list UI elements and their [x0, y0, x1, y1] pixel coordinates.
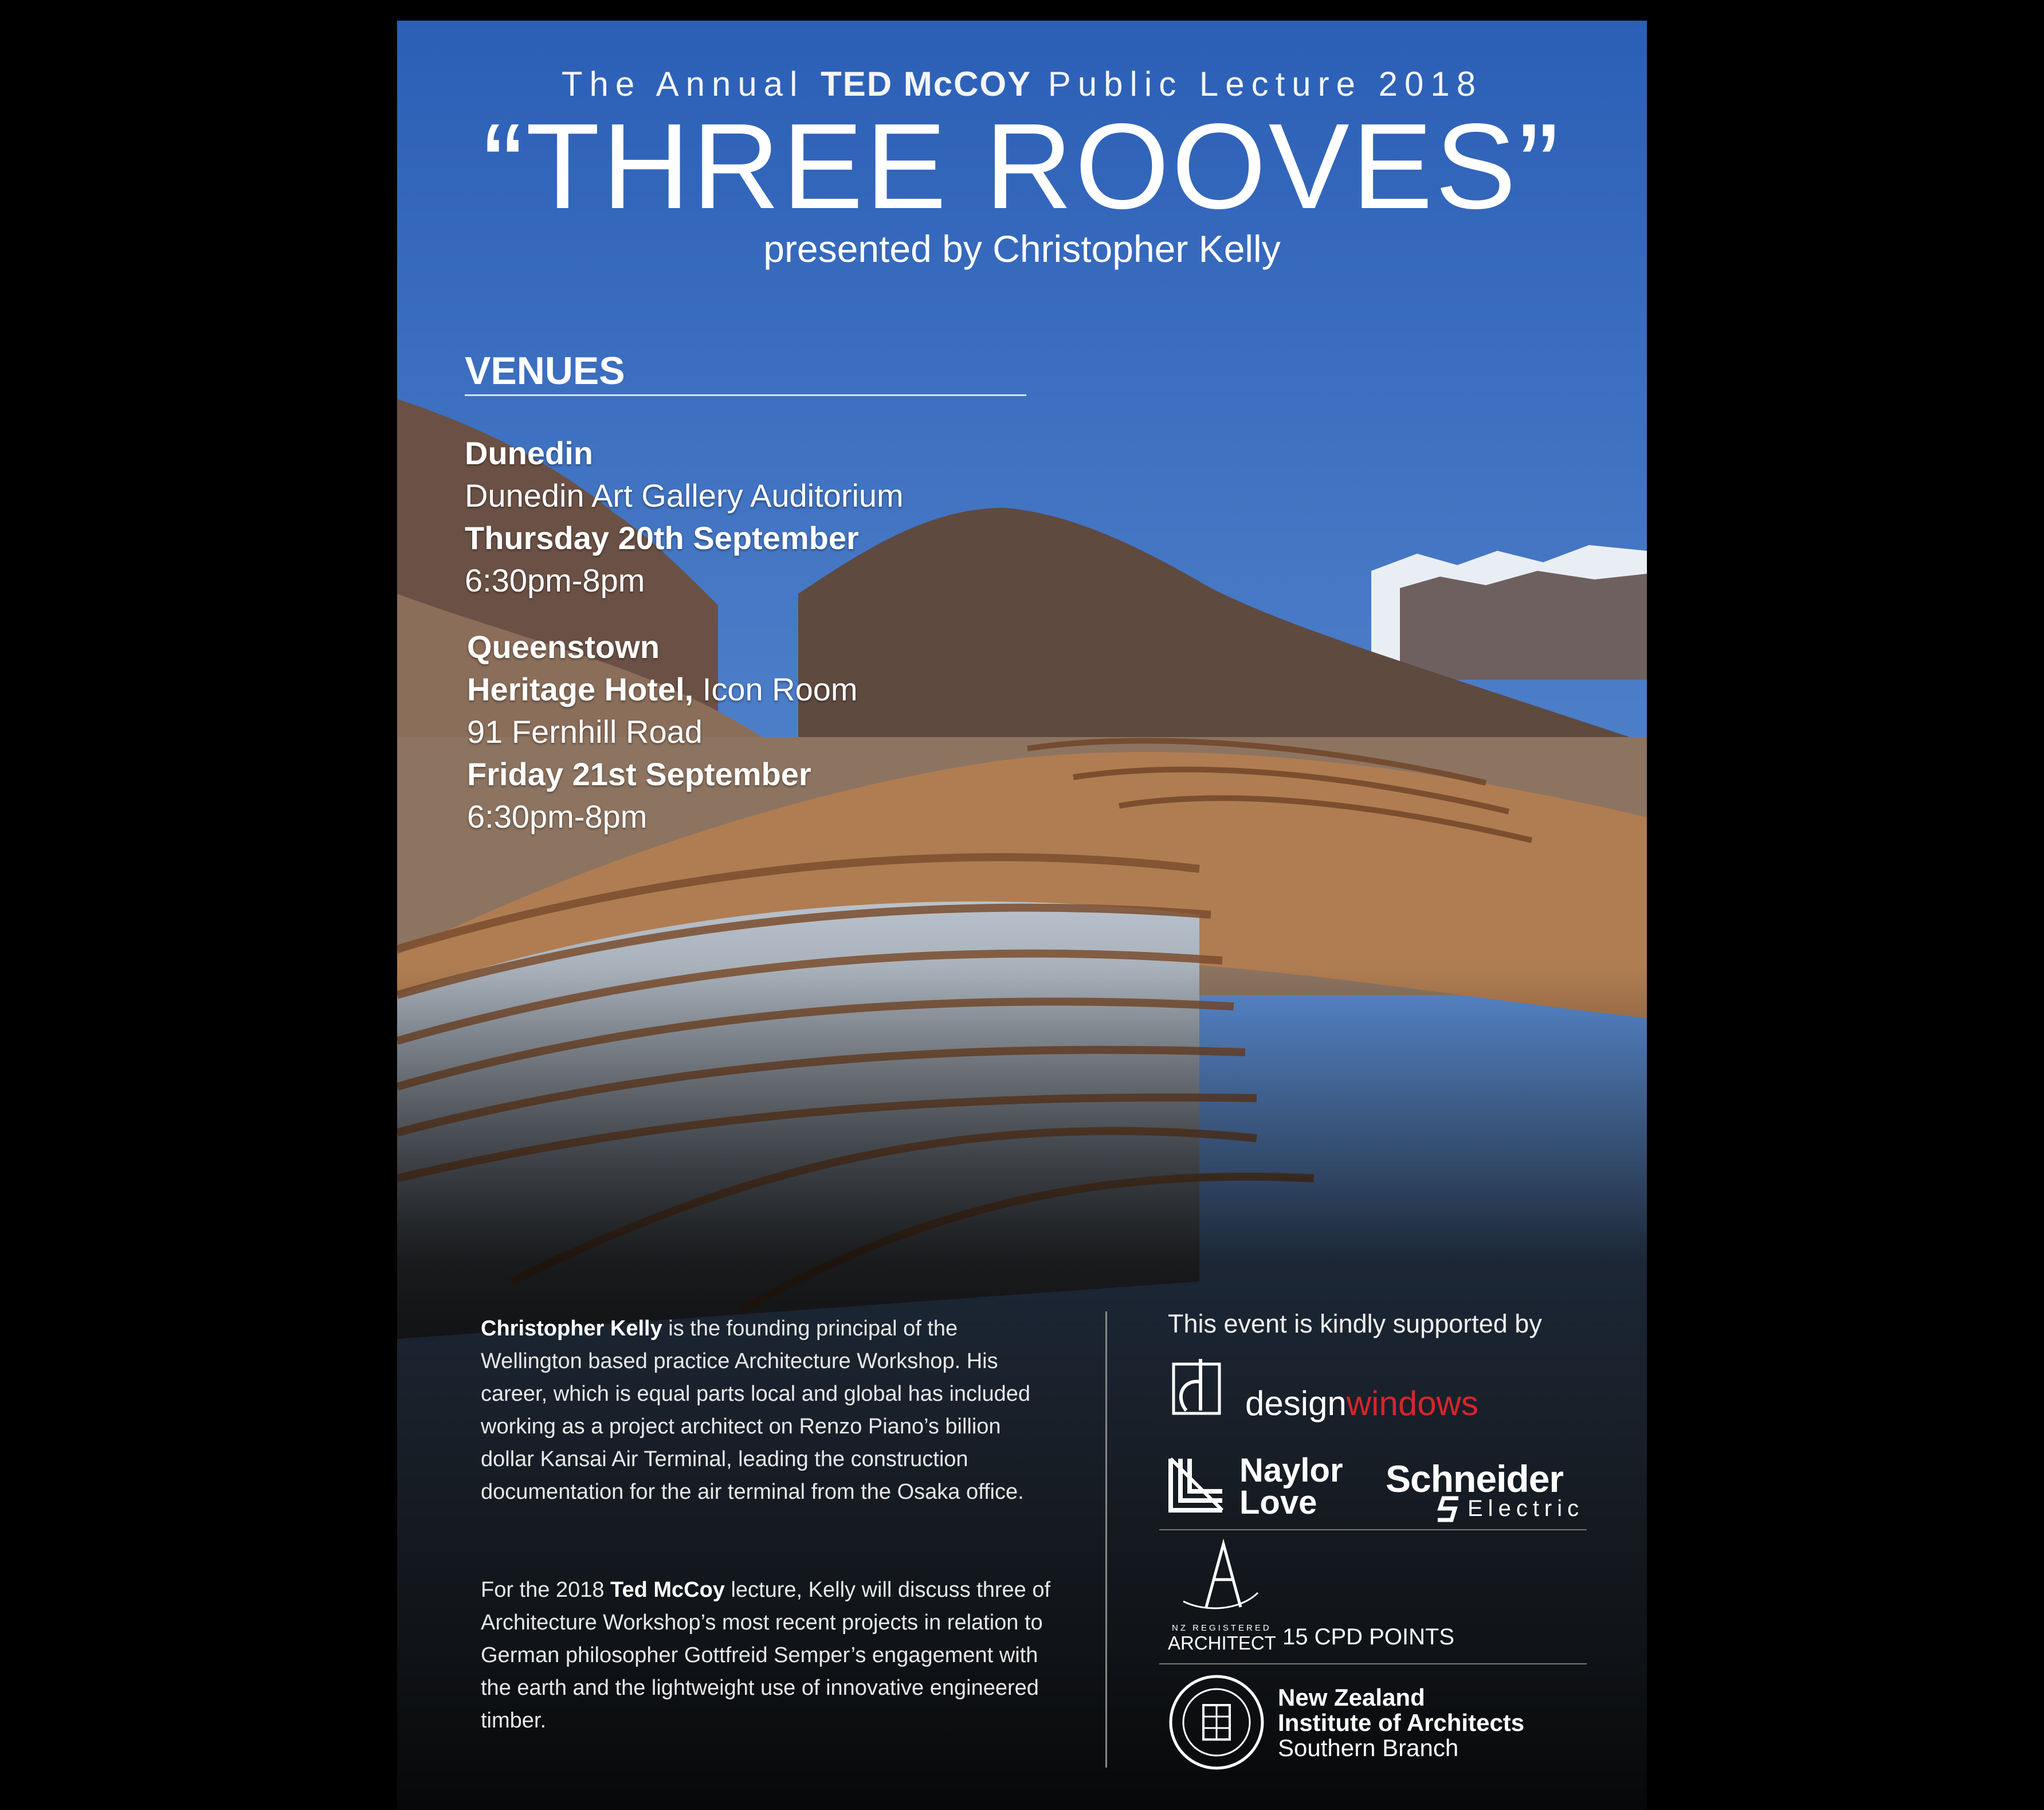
- dunedin-city: Dunedin: [465, 435, 593, 471]
- nz-registered-architect-mark-icon: [1172, 1538, 1264, 1624]
- roof-photo-background: [397, 21, 1647, 1810]
- queenstown-time: 6:30pm-8pm: [467, 798, 648, 835]
- venues-heading: VENUES: [465, 349, 625, 393]
- love-text: Love: [1239, 1484, 1317, 1521]
- design-windows-mark-icon: [1169, 1356, 1226, 1419]
- queenstown-date: Friday 21st September: [467, 756, 811, 792]
- design-windows-text-a: design: [1245, 1384, 1347, 1423]
- dunedin-date: Thursday 20th September: [465, 520, 859, 556]
- nzia-text: [1278, 1685, 1524, 1761]
- schneider-mark-icon: [1435, 1496, 1464, 1522]
- queenstown-hotel: Heritage Hotel,: [467, 671, 694, 707]
- bio-text-2-pre: For the 2018: [481, 1578, 605, 1602]
- queenstown-place: [467, 671, 858, 708]
- column-divider: [1105, 1311, 1107, 1768]
- naylor-love-logo: [1239, 1452, 1343, 1521]
- heading-bold-name: TED McCOY: [821, 65, 1032, 103]
- nz-registered-text: NZ REGISTERED: [1172, 1623, 1272, 1633]
- schneider-text: Schneider: [1386, 1458, 1564, 1500]
- nzia-seal-icon: [1168, 1674, 1265, 1771]
- bio-text-1: is the founding principal of the Wellington based practice Architecture Workshop. His career, which is equal parts local and global has included working as a project architect on Renzo Piano’s billion dollar Kansai Air Terminal, leading the construction documentation for the air terminal from the Osaka office.: [481, 1317, 1031, 1504]
- venues-rule: [465, 394, 1026, 396]
- cpd-points: 15 CPD POINTS: [1282, 1624, 1455, 1650]
- nzia-line-1: New Zealand: [1278, 1684, 1425, 1711]
- sponsor-divider-2: [1159, 1663, 1587, 1664]
- bio-text-2-rest: lecture, Kelly will discuss three of Architecture Workshop’s most recent projects in relation to German philosopher Gottfreid Semper’s engagement with the earth and the lightweight use of innovative engineered timber.: [481, 1578, 1051, 1733]
- bio-lecture-name: Ted McCoy: [610, 1578, 725, 1602]
- bio-name: Christopher Kelly: [481, 1317, 662, 1341]
- heading-pre: The Annual: [561, 65, 805, 103]
- queenstown-city: Queenstown: [467, 629, 660, 665]
- sponsor-divider-1: [1159, 1529, 1587, 1530]
- sponsors-intro: This event is kindly supported by: [1168, 1309, 1542, 1338]
- architect-text: ARCHITECT: [1168, 1632, 1276, 1654]
- nzia-line-3: Southern Branch: [1278, 1734, 1459, 1761]
- electric-text: Electric: [1468, 1496, 1584, 1521]
- naylor-text: Naylor: [1239, 1452, 1343, 1489]
- nzia-line-2: Institute of Architects: [1278, 1709, 1525, 1736]
- design-windows-logo: [1245, 1384, 1478, 1423]
- presenter-line: presented by Christopher Kelly: [763, 228, 1281, 270]
- heading-post: Public Lecture 2018: [1047, 65, 1483, 103]
- bio-paragraph-2: [481, 1574, 1060, 1737]
- poster: [397, 21, 1647, 1810]
- queenstown-room: Icon Room: [702, 671, 858, 707]
- dunedin-place: Dunedin Art Gallery Auditorium: [465, 477, 904, 514]
- dunedin-time: 6:30pm-8pm: [465, 562, 645, 598]
- lecture-title: “THREE ROOVES”: [482, 98, 1562, 234]
- queenstown-address: 91 Fernhill Road: [467, 714, 703, 750]
- bio-paragraph-1: [481, 1313, 1060, 1509]
- design-windows-text-b: windows: [1346, 1384, 1478, 1423]
- naylor-love-mark-icon: [1168, 1456, 1225, 1513]
